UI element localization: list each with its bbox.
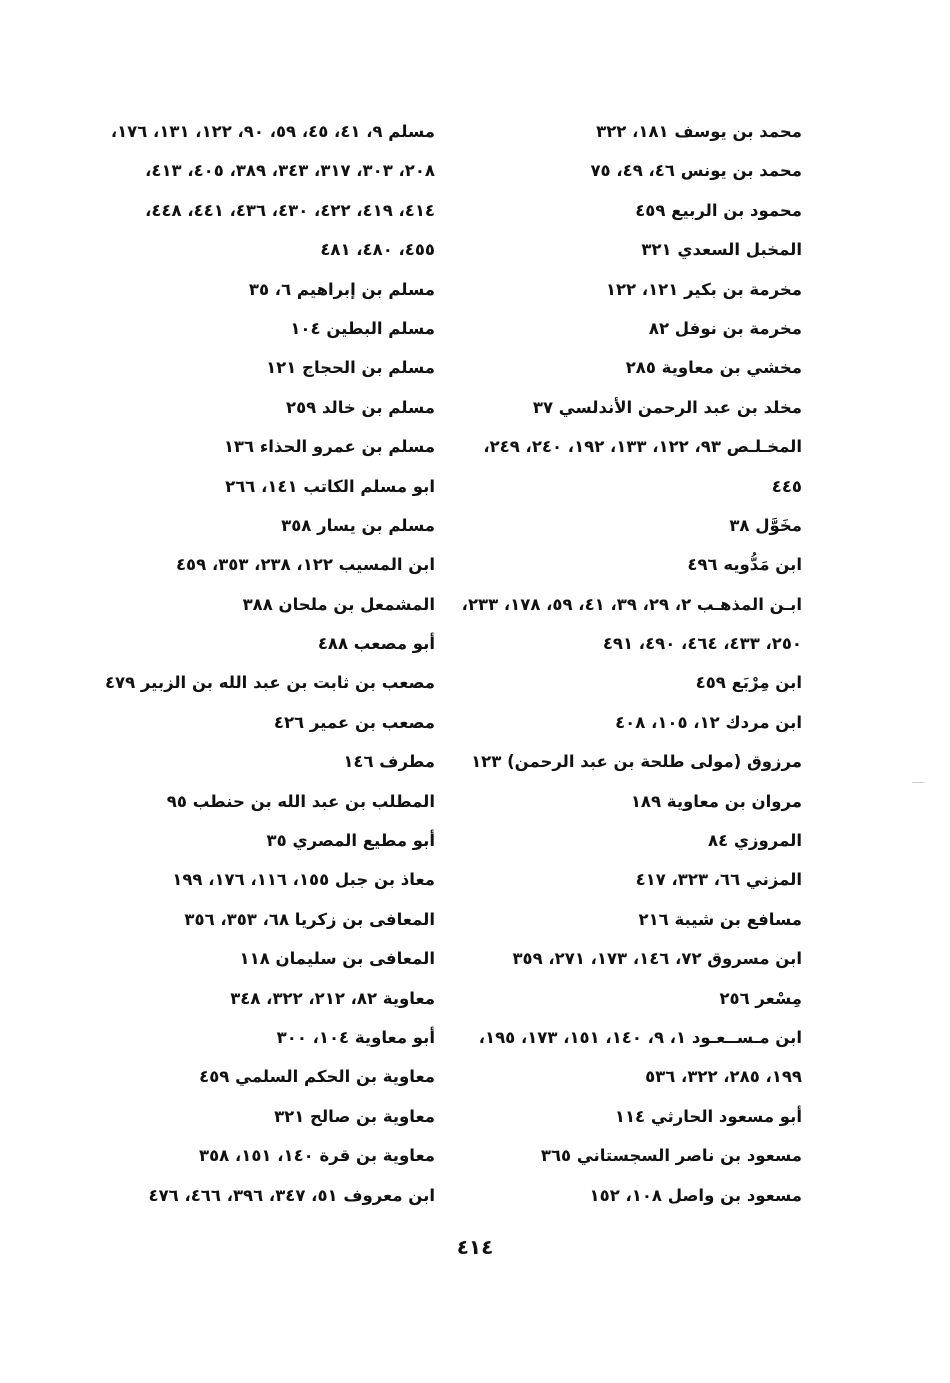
index-entry: مسلم بن عمرو الحذاء ١٣٦ [223,437,435,457]
index-entry: ابن مَدُّويه ٤٩٦ [687,555,802,575]
index-entry: ٢٠٨، ٣٠٣، ٣١٧، ٣٤٣، ٣٨٩، ٤٠٥، ٤١٣، [145,161,435,181]
index-entry: مسلم بن الحجاج ١٢١ [266,358,435,378]
index-entry: المروزي ٨٤ [708,831,802,851]
index-entry: محمود بن الربيع ٤٥٩ [635,200,802,220]
index-entry: مسعود بن واصل ١٠٨، ١٥٢ [589,1185,802,1205]
index-entry: مخلد بن عبد الرحمن الأندلسي ٣٧ [532,397,802,417]
index-entry: مسلم بن إبراهيم ٦، ٣٥ [248,279,435,299]
index-entry: المشمعل بن ملحان ٣٨٨ [242,594,435,614]
index-entry: أبو مطيع المصري ٣٥ [266,831,435,851]
index-entry: أبو مسعود الحارثي ١١٤ [614,1106,802,1126]
index-entry: ١٩٩، ٢٨٥، ٣٢٢، ٥٣٦ [645,1067,802,1087]
index-entry: معاوية بن الحكم السلمي ٤٥٩ [199,1067,435,1087]
index-entry: المخـلـص ٩٣، ١٢٢، ١٣٣، ١٩٢، ٢٤٠، ٢٤٩، [483,437,802,457]
index-entry: ابن مردك ١٢، ١٠٥، ٤٠٨ [615,712,802,732]
index-entry: معاوية بن صالح ٣٢١ [274,1106,435,1126]
index-entry: المزني ٦٦، ٣٢٣، ٤١٧ [635,870,802,890]
index-entry: مسلم البطين ١٠٤ [290,318,435,338]
index-entry: مسلم بن يسار ٣٥٨ [281,515,435,535]
index-entry: ابن مِرْبَع ٤٥٩ [695,673,802,693]
index-entry: مسافع بن شيبة ٢١٦ [638,909,802,929]
index-entry: أبو معاوية ١٠٤، ٣٠٠ [276,1027,435,1047]
index-entry: مسلم بن خالد ٢٥٩ [286,397,435,417]
index-entry: معاذ بن جبل ١٥٥، ١١٦، ١٧٦، ١٩٩ [172,870,435,890]
index-column-left [35,112,435,1215]
index-entry: مروان بن معاوية ١٨٩ [630,791,802,811]
index-entry: المعافى بن سليمان ١١٨ [239,949,435,969]
index-entry: المعافى بن زكريا ٦٨، ٣٥٣، ٣٥٦ [184,909,435,929]
index-entry: معاوية بن قرة ١٤٠، ١٥١، ٣٥٨ [199,1146,435,1166]
index-column-right [422,112,802,1215]
index-entry: مِسْعر ٢٥٦ [719,988,802,1008]
index-entry: مطرف ١٤٦ [343,752,435,772]
index-entry: ابـن المذهـب ٢، ٢٩، ٣٩، ٤١، ٥٩، ١٧٨، ٢٣٣، [461,594,802,614]
index-entry: ابن مـســعـود ١، ٩، ١٤٠، ١٥١، ١٧٣، ١٩٥، [478,1027,802,1047]
index-entry: ٤٥٥، ٤٨٠، ٤٨١ [320,240,435,260]
index-entry: مخرمة بن بكير ١٢١، ١٢٢ [605,279,802,299]
index-entry: مصعب بن ثابت بن عبد الله بن الزبير ٤٧٩ [104,673,435,693]
index-entry: أبو مصعب ٤٨٨ [317,634,435,654]
index-entry: محمد بن يونس ٤٦، ٤٩، ٧٥ [590,161,802,181]
index-entry: ٤١٤، ٤١٩، ٤٢٢، ٤٣٠، ٤٣٦، ٤٤١، ٤٤٨، [145,200,435,220]
margin-mark [912,782,924,783]
index-entry: ابن المسيب ١٢٢، ٢٣٨، ٣٥٣، ٤٥٩ [175,555,435,575]
index-entry: مخَوَّل ٣٨ [729,515,802,535]
index-entry: مرزوق (مولى طلحة بن عبد الرحمن) ١٢٣ [471,752,802,772]
index-entry: ابو مسلم الكاتب ١٤١، ٢٦٦ [225,476,435,496]
index-entry: ٢٥٠، ٤٣٣، ٤٦٤، ٤٩٠، ٤٩١ [602,634,802,654]
index-entry: ٤٤٥ [771,476,802,496]
index-entry: مخرمة بن نوفل ٨٢ [648,318,802,338]
index-entry: مسعود بن ناصر السجستاني ٣٦٥ [540,1146,802,1166]
index-entry: معاوية ٨٢، ٢١٢، ٣٢٢، ٣٤٨ [230,988,435,1008]
index-entry: مسلم ٩، ٤١، ٤٥، ٥٩، ٩٠، ١٢٢، ١٣١، ١٧٦، [110,122,435,141]
index-entry: المطلب بن عبد الله بن حنطب ٩٥ [166,791,435,811]
index-entry: ابن معروف ٥١، ٣٤٧، ٣٩٦، ٤٦٦، ٤٧٦ [148,1185,435,1205]
index-entry: المخبل السعدي ٣٢١ [641,240,802,260]
index-entry: ابن مسروق ٧٢، ١٤٦، ١٧٣، ٢٧١، ٣٥٩ [512,949,802,969]
page-number: ٤١٤ [456,1235,494,1259]
index-entry: محمد بن يوسف ١٨١، ٣٢٢ [596,122,802,141]
index-entry: مخشي بن معاوية ٢٨٥ [625,358,802,378]
index-entry: مصعب بن عمير ٤٢٦ [273,712,435,732]
